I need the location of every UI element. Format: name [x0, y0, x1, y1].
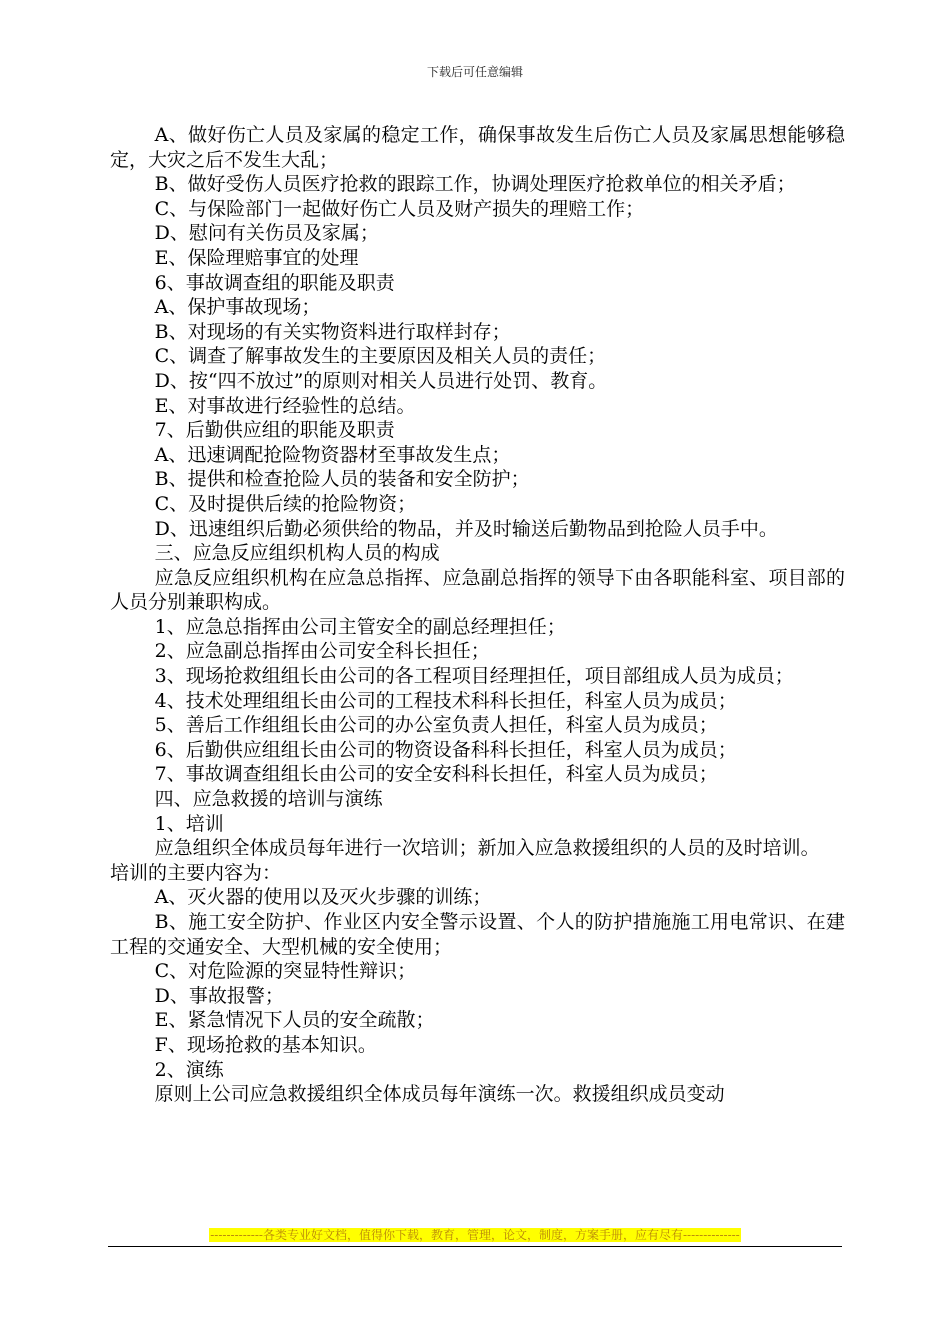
paragraph: 6、后勤供应组组长由公司的物资设备科科长担任，科室人员为成员；	[154, 738, 737, 761]
paragraph: F、现场抢救的基本知识。	[154, 1033, 377, 1056]
paragraph: 四、应急救援的培训与演练	[154, 788, 383, 811]
paragraph: D、慰问有关伤员及家属；	[154, 222, 379, 245]
document-body	[110, 123, 845, 1107]
paragraph: 应急反应组织机构在应急总指挥、应急副总指挥的领导下由各职能科室、项目部的人员分别兼职构成。	[110, 566, 845, 614]
paragraph: E、紧急情况下人员的安全疏散；	[154, 1009, 435, 1032]
paragraph: 原则上公司应急救援组织全体成员每年演练一次。救援组织成员变动	[154, 1083, 725, 1106]
paragraph: 培训的主要内容为：	[110, 861, 282, 884]
paragraph: D、事故报警；	[154, 984, 284, 1007]
paragraph: 7、后勤供应组的职能及职责	[154, 419, 395, 442]
footer-banner-text: -------------各类专业好文档，值得你下载，教育，管理，论文，制度，方案手册，应有尽有--------------	[210, 1228, 740, 1242]
paragraph: A、保护事故现场；	[154, 296, 321, 319]
paragraph: 三、应急反应组织机构人员的构成	[154, 542, 440, 565]
paragraph: 5、善后工作组组长由公司的办公室负责人担任，科室人员为成员；	[154, 714, 718, 737]
paragraph: 3、现场抢救组组长由公司的各工程项目经理担任，项目部组成人员为成员；	[154, 665, 794, 688]
footer-divider	[108, 1246, 842, 1247]
paragraph: 4、技术处理组组长由公司的工程技术科科长担任，科室人员为成员；	[154, 689, 737, 712]
paragraph: D、按“四不放过”的原则对相关人员进行处罚、教育。	[154, 369, 608, 392]
paragraph: B、提供和检查抢险人员的装备和安全防护；	[154, 468, 530, 491]
paragraph: 1、培训	[154, 812, 224, 835]
paragraph: A、迅速调配抢险物资器材至事故发生点；	[154, 443, 511, 466]
paragraph: E、对事故进行经验性的总结。	[154, 394, 416, 417]
footer-banner	[0, 1227, 950, 1243]
paragraph: A、灭火器的使用以及灭火步骤的训练；	[154, 886, 492, 909]
paragraph: 1、应急总指挥由公司主管安全的副总经理担任；	[154, 615, 566, 638]
paragraph: B、做好受伤人员医疗抢救的跟踪工作，协调处理医疗抢救单位的相关矛盾；	[154, 173, 796, 196]
paragraph: C、及时提供后续的抢险物资；	[154, 492, 417, 515]
paragraph: 2、演练	[154, 1058, 224, 1081]
paragraph: 应急组织全体成员每年进行一次培训；新加入应急救援组织的人员的及时培训。	[154, 837, 820, 860]
paragraph: 2、应急副总指挥由公司安全科长担任；	[154, 640, 490, 663]
paragraph: E、保险理赔事宜的处理	[154, 246, 359, 269]
paragraph: B、施工安全防护、作业区内安全警示设置、个人的防护措施施工用电常识、在建工程的交通安全、大型机械的安全使用；	[110, 911, 845, 958]
paragraph: 6、事故调查组的职能及职责	[154, 271, 395, 294]
paragraph: D、迅速组织后勤必须供给的物品，并及时输送后勤物品到抢险人员手中。	[154, 517, 778, 540]
page-header: 下载后可任意编辑	[426, 65, 523, 79]
paragraph: C、对危险源的突显特性辩识；	[154, 960, 417, 983]
paragraph: A、做好伤亡人员及家属的稳定工作，确保事故发生后伤亡人员及家属思想能够稳定，大灾之后不发生大乱；	[110, 124, 845, 171]
paragraph: C、与保险部门一起做好伤亡人员及财产损失的理赔工作；	[154, 197, 645, 220]
paragraph: C、调查了解事故发生的主要原因及相关人员的责任；	[154, 345, 607, 368]
paragraph: 7、事故调查组组长由公司的安全安科科长担任，科室人员为成员；	[154, 763, 718, 786]
paragraph: B、对现场的有关实物资料进行取样封存；	[154, 320, 511, 343]
